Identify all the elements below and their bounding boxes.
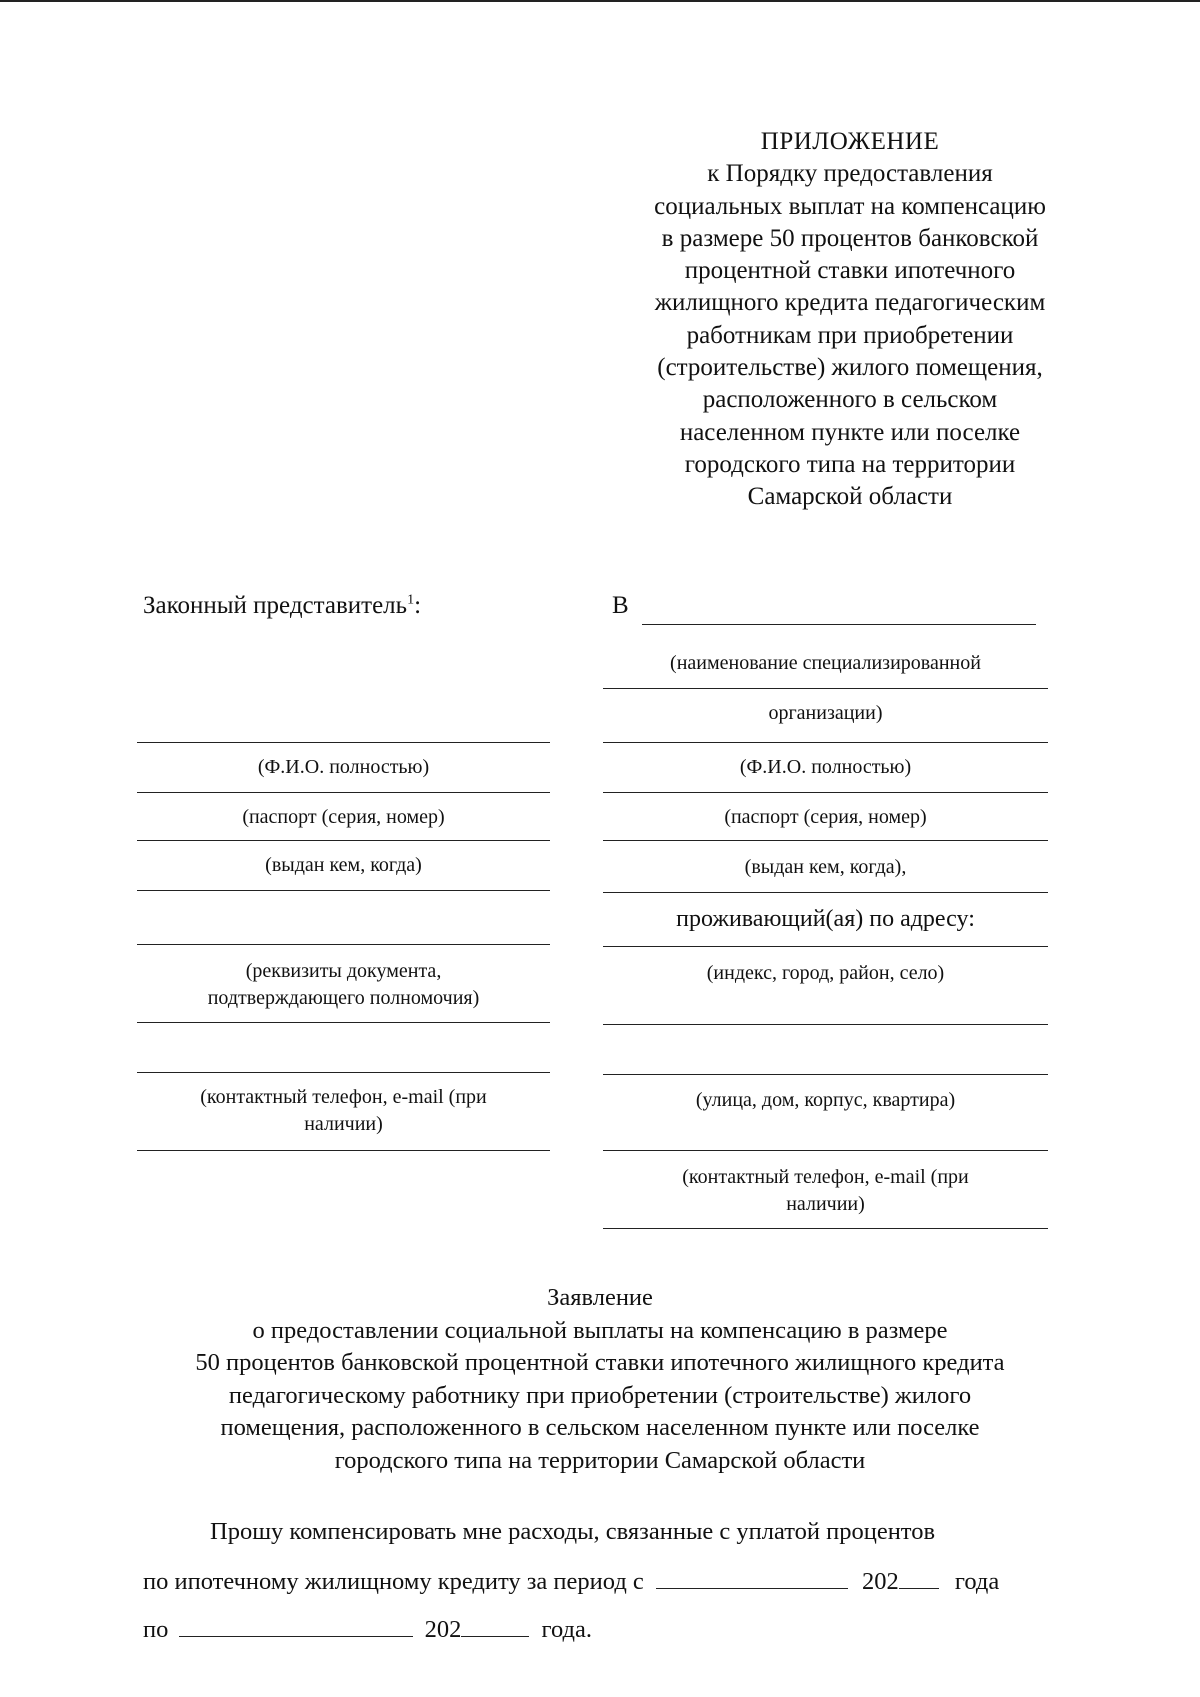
- statement-heading: [100, 1282, 1100, 1477]
- appendix-line: процентной ставки ипотечного: [684, 257, 1016, 285]
- end-word: года.: [541, 1616, 592, 1643]
- org-caption-2: организации): [768, 702, 883, 724]
- appendix-title: ПРИЛОЖЕНИЕ: [760, 128, 940, 155]
- period-text: по ипотечному жилищному кредиту за период с: [143, 1568, 644, 1595]
- appendix-line: к Порядку предоставления: [707, 160, 993, 188]
- applicant-fio-field[interactable]: [603, 742, 1048, 743]
- rep-passport-field[interactable]: [137, 792, 550, 793]
- address-extra-line[interactable]: [603, 1024, 1048, 1025]
- rep-contact-caption-line: (контактный телефон, e-mail (при: [200, 1086, 487, 1108]
- request-line-3: [143, 1614, 592, 1644]
- year-word: года: [954, 1568, 1000, 1595]
- applicant-contact-caption: [603, 1164, 1048, 1218]
- applicant-contact-caption-line: наличии): [786, 1193, 865, 1215]
- applicant-bottom-line: [603, 1228, 1048, 1229]
- appendix-line: расположенного в сельском: [702, 386, 998, 414]
- statement-line: помещения, расположенного в сельском населенном пункте или поселке: [220, 1414, 980, 1441]
- appendix-line: Самарской области: [747, 483, 953, 511]
- organization-field[interactable]: [642, 624, 1036, 625]
- appendix-line: социальных выплат на компенсацию: [654, 192, 1046, 220]
- applicant-fio-caption: (Ф.И.О. полностью): [739, 756, 912, 778]
- rep-document-field[interactable]: [137, 944, 550, 945]
- appendix-header: [615, 126, 1085, 514]
- appendix-line: в размере 50 процентов банковской: [661, 224, 1039, 252]
- rep-passport-caption: (паспорт (серия, номер): [242, 806, 445, 828]
- period-start-field[interactable]: [656, 1566, 848, 1589]
- request-line-2: [143, 1566, 999, 1596]
- statement-line: 50 процентов банковской процентной ставки ипотечного жилищного кредита: [195, 1349, 1005, 1376]
- appendix-line: работникам при приобретении: [686, 321, 1014, 349]
- address-street-field[interactable]: [603, 1074, 1048, 1075]
- period-end-field[interactable]: [179, 1614, 413, 1637]
- rep-fio-field[interactable]: [137, 742, 550, 743]
- appendix-line: населенном пункте или поселке: [679, 418, 1021, 446]
- appendix-line: жилищного кредита педагогическим: [654, 289, 1046, 317]
- residing-label: проживающий(ая) по адресу:: [676, 906, 975, 932]
- rep-contact-field[interactable]: [137, 1072, 550, 1073]
- legal-representative-text: Законный представитель: [143, 592, 408, 619]
- org-field-line-2[interactable]: [603, 688, 1048, 689]
- statement-line: о предоставлении социальной выплаты на компенсацию в размере: [252, 1316, 948, 1344]
- applicant-contact-field[interactable]: [603, 1150, 1048, 1151]
- rep-contact-caption: [137, 1084, 550, 1138]
- rep-fio-caption: (Ф.И.О. полностью): [257, 756, 430, 778]
- request-line-1: Прошу компенсировать мне расходы, связанные с уплатой процентов: [210, 1518, 936, 1545]
- statement-line: городского типа на территории Самарской области: [334, 1446, 866, 1474]
- top-border-line: [0, 0, 1200, 2]
- rep-issued-caption: (выдан кем, когда): [265, 854, 422, 876]
- rep-bottom-line: [137, 1150, 550, 1151]
- address-locality-field[interactable]: [603, 946, 1048, 947]
- org-caption: (наименование специализированной: [670, 652, 981, 674]
- applicant-issued-field[interactable]: [603, 840, 1048, 841]
- label-colon: :: [414, 592, 422, 619]
- year-prefix: 202: [424, 1616, 462, 1643]
- applicant-contact-caption-line: (контактный телефон, e-mail (при: [682, 1166, 969, 1188]
- footnote-mark: 1: [407, 592, 415, 608]
- legal-representative-label: [143, 592, 421, 620]
- rep-blank-line[interactable]: [137, 890, 550, 891]
- end-year-field[interactable]: [461, 1614, 529, 1637]
- statement-line: педагогическому работнику при приобретении (строительстве) жилого: [228, 1381, 972, 1409]
- rep-contact-caption-line: наличии): [304, 1113, 383, 1135]
- applicant-passport-field[interactable]: [603, 792, 1048, 793]
- rep-issued-field[interactable]: [137, 840, 550, 841]
- appendix-line: городского типа на территории: [684, 450, 1016, 478]
- statement-title: Заявление: [547, 1284, 653, 1311]
- rep-extra-line[interactable]: [137, 1022, 550, 1023]
- to-label: В: [612, 592, 629, 619]
- rep-document-caption-line: подтверждающего полномочия): [207, 987, 480, 1009]
- rep-document-caption: [137, 958, 550, 1012]
- street-caption: (улица, дом, корпус, квартира): [695, 1089, 956, 1111]
- start-year-field[interactable]: [899, 1566, 939, 1589]
- to-text: по: [143, 1616, 169, 1643]
- locality-caption: (индекс, город, район, село): [706, 962, 945, 984]
- appendix-line: (строительстве) жилого помещения,: [657, 354, 1043, 382]
- applicant-passport-caption: (паспорт (серия, номер): [724, 806, 927, 828]
- applicant-issued-line[interactable]: [603, 892, 1048, 893]
- rep-document-caption-line: (реквизиты документа,: [245, 960, 442, 982]
- applicant-issued-caption: (выдан кем, когда),: [744, 856, 907, 878]
- year-prefix: 202: [862, 1568, 899, 1595]
